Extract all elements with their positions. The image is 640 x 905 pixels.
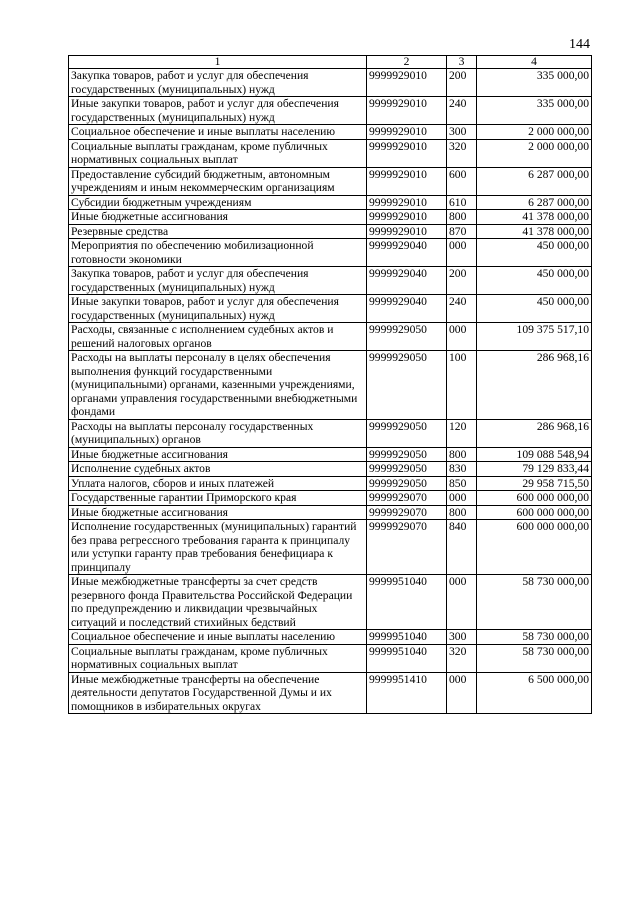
row-amount-cell: 41 378 000,00 (477, 210, 592, 225)
row-type-cell: 320 (447, 644, 477, 672)
row-amount-cell: 6 500 000,00 (477, 672, 592, 714)
table-header-row (69, 56, 592, 69)
row-name-cell: Уплата налогов, сборов и иных платежей (69, 476, 367, 491)
table-row (69, 505, 592, 520)
row-amount-cell: 286 968,16 (477, 419, 592, 447)
row-name-cell: Социальные выплаты гражданам, кроме публичных нормативных социальных выплат (69, 139, 367, 167)
header-col-1: 1 (69, 56, 367, 69)
row-type-cell: 850 (447, 476, 477, 491)
table-row (69, 97, 592, 125)
row-name-cell: Иные закупки товаров, работ и услуг для обеспечения государственных (муниципальных) нужд (69, 97, 367, 125)
row-name-cell: Расходы на выплаты персоналу в целях обеспечения выполнения функций государственными (муниципальными) органами, казенными учреждениями, органами управления государственными внебюджетными фондами (69, 351, 367, 420)
budget-table (68, 55, 592, 714)
row-type-cell: 200 (447, 69, 477, 97)
row-code-cell: 9999929010 (367, 97, 447, 125)
table-row (69, 69, 592, 97)
table-row (69, 125, 592, 140)
row-name-cell: Иные бюджетные ассигнования (69, 447, 367, 462)
table-row (69, 224, 592, 239)
row-amount-cell: 335 000,00 (477, 97, 592, 125)
table-row (69, 351, 592, 420)
row-type-cell: 800 (447, 505, 477, 520)
row-type-cell: 000 (447, 672, 477, 714)
row-code-cell: 9999929070 (367, 520, 447, 575)
table-row (69, 575, 592, 630)
row-name-cell: Расходы на выплаты персоналу государственных (муниципальных) органов (69, 419, 367, 447)
row-amount-cell: 109 088 548,94 (477, 447, 592, 462)
row-type-cell: 300 (447, 125, 477, 140)
row-amount-cell: 335 000,00 (477, 69, 592, 97)
row-amount-cell: 58 730 000,00 (477, 575, 592, 630)
row-type-cell: 800 (447, 447, 477, 462)
row-code-cell: 9999929050 (367, 323, 447, 351)
table-row (69, 239, 592, 267)
row-name-cell: Закупка товаров, работ и услуг для обеспечения государственных (муниципальных) нужд (69, 69, 367, 97)
table-row (69, 644, 592, 672)
row-type-cell: 320 (447, 139, 477, 167)
row-type-cell: 870 (447, 224, 477, 239)
row-code-cell: 9999929040 (367, 239, 447, 267)
row-code-cell: 9999929050 (367, 476, 447, 491)
header-col-4: 4 (477, 56, 592, 69)
row-code-cell: 9999929040 (367, 267, 447, 295)
row-code-cell: 9999929010 (367, 69, 447, 97)
row-name-cell: Иные бюджетные ассигнования (69, 505, 367, 520)
row-type-cell: 600 (447, 167, 477, 195)
page-number: 144 (569, 37, 590, 52)
table-row (69, 447, 592, 462)
row-type-cell: 000 (447, 323, 477, 351)
header-col-2: 2 (367, 56, 447, 69)
row-amount-cell: 2 000 000,00 (477, 125, 592, 140)
row-name-cell: Резервные средства (69, 224, 367, 239)
row-amount-cell: 29 958 715,50 (477, 476, 592, 491)
row-amount-cell: 600 000 000,00 (477, 520, 592, 575)
table-row (69, 630, 592, 645)
table-row (69, 672, 592, 714)
row-code-cell: 9999929070 (367, 491, 447, 506)
row-amount-cell: 58 730 000,00 (477, 630, 592, 645)
row-amount-cell: 6 287 000,00 (477, 167, 592, 195)
row-amount-cell: 286 968,16 (477, 351, 592, 420)
row-name-cell: Субсидии бюджетным учреждениям (69, 195, 367, 210)
table-row (69, 491, 592, 506)
row-amount-cell: 450 000,00 (477, 239, 592, 267)
row-name-cell: Закупка товаров, работ и услуг для обеспечения государственных (муниципальных) нужд (69, 267, 367, 295)
table-row (69, 267, 592, 295)
row-code-cell: 9999929010 (367, 167, 447, 195)
row-name-cell: Иные межбюджетные трансферты за счет средств резервного фонда Правительства Российской Федерации по предупреждению и ликвидации чрезвычайных ситуаций и последствий стихийных бедствий (69, 575, 367, 630)
row-code-cell: 9999929050 (367, 419, 447, 447)
row-name-cell: Исполнение судебных актов (69, 462, 367, 477)
row-amount-cell: 41 378 000,00 (477, 224, 592, 239)
row-code-cell: 9999929010 (367, 139, 447, 167)
row-name-cell: Иные бюджетные ассигнования (69, 210, 367, 225)
row-type-cell: 100 (447, 351, 477, 420)
row-type-cell: 240 (447, 97, 477, 125)
row-name-cell: Социальное обеспечение и иные выплаты населению (69, 125, 367, 140)
row-name-cell: Расходы, связанные с исполнением судебных актов и решений налоговых органов (69, 323, 367, 351)
row-type-cell: 000 (447, 239, 477, 267)
row-type-cell: 830 (447, 462, 477, 477)
row-name-cell: Исполнение государственных (муниципальных) гарантий без права регрессного требования гаранта к принципалу или уступки гаранту прав требования бенефициара к принципалу (69, 520, 367, 575)
row-type-cell: 800 (447, 210, 477, 225)
row-code-cell: 9999929040 (367, 295, 447, 323)
header-col-3: 3 (447, 56, 477, 69)
row-amount-cell: 600 000 000,00 (477, 505, 592, 520)
row-type-cell: 240 (447, 295, 477, 323)
table-row (69, 167, 592, 195)
row-amount-cell: 2 000 000,00 (477, 139, 592, 167)
row-code-cell: 9999929050 (367, 447, 447, 462)
row-type-cell: 000 (447, 491, 477, 506)
table-row (69, 195, 592, 210)
row-type-cell: 200 (447, 267, 477, 295)
row-code-cell: 9999929050 (367, 462, 447, 477)
row-code-cell: 9999951040 (367, 575, 447, 630)
row-amount-cell: 79 129 833,44 (477, 462, 592, 477)
table-row (69, 520, 592, 575)
row-code-cell: 9999929010 (367, 195, 447, 210)
table-body (69, 69, 592, 714)
table-row (69, 419, 592, 447)
row-code-cell: 9999951410 (367, 672, 447, 714)
row-name-cell: Государственные гарантии Приморского края (69, 491, 367, 506)
row-amount-cell: 109 375 517,10 (477, 323, 592, 351)
table-row (69, 476, 592, 491)
row-amount-cell: 450 000,00 (477, 267, 592, 295)
row-type-cell: 000 (447, 575, 477, 630)
table-row (69, 139, 592, 167)
row-code-cell: 9999929050 (367, 351, 447, 420)
row-name-cell: Иные межбюджетные трансферты на обеспечение деятельности депутатов Государственной Думы и их помощников в избирательных округах (69, 672, 367, 714)
row-name-cell: Социальные выплаты гражданам, кроме публичных нормативных социальных выплат (69, 644, 367, 672)
table-row (69, 295, 592, 323)
row-name-cell: Социальное обеспечение и иные выплаты населению (69, 630, 367, 645)
table-row (69, 462, 592, 477)
row-amount-cell: 600 000 000,00 (477, 491, 592, 506)
table-row (69, 210, 592, 225)
row-type-cell: 840 (447, 520, 477, 575)
row-amount-cell: 450 000,00 (477, 295, 592, 323)
row-type-cell: 300 (447, 630, 477, 645)
row-code-cell: 9999951040 (367, 644, 447, 672)
row-name-cell: Иные закупки товаров, работ и услуг для обеспечения государственных (муниципальных) нужд (69, 295, 367, 323)
row-code-cell: 9999951040 (367, 630, 447, 645)
row-name-cell: Мероприятия по обеспечению мобилизационной готовности экономики (69, 239, 367, 267)
row-name-cell: Предоставление субсидий бюджетным, автономным учреждениям и иным некоммерческим организациям (69, 167, 367, 195)
table-row (69, 323, 592, 351)
row-type-cell: 610 (447, 195, 477, 210)
row-type-cell: 120 (447, 419, 477, 447)
row-code-cell: 9999929010 (367, 210, 447, 225)
row-amount-cell: 58 730 000,00 (477, 644, 592, 672)
row-code-cell: 9999929010 (367, 125, 447, 140)
row-code-cell: 9999929010 (367, 224, 447, 239)
row-amount-cell: 6 287 000,00 (477, 195, 592, 210)
row-code-cell: 9999929070 (367, 505, 447, 520)
